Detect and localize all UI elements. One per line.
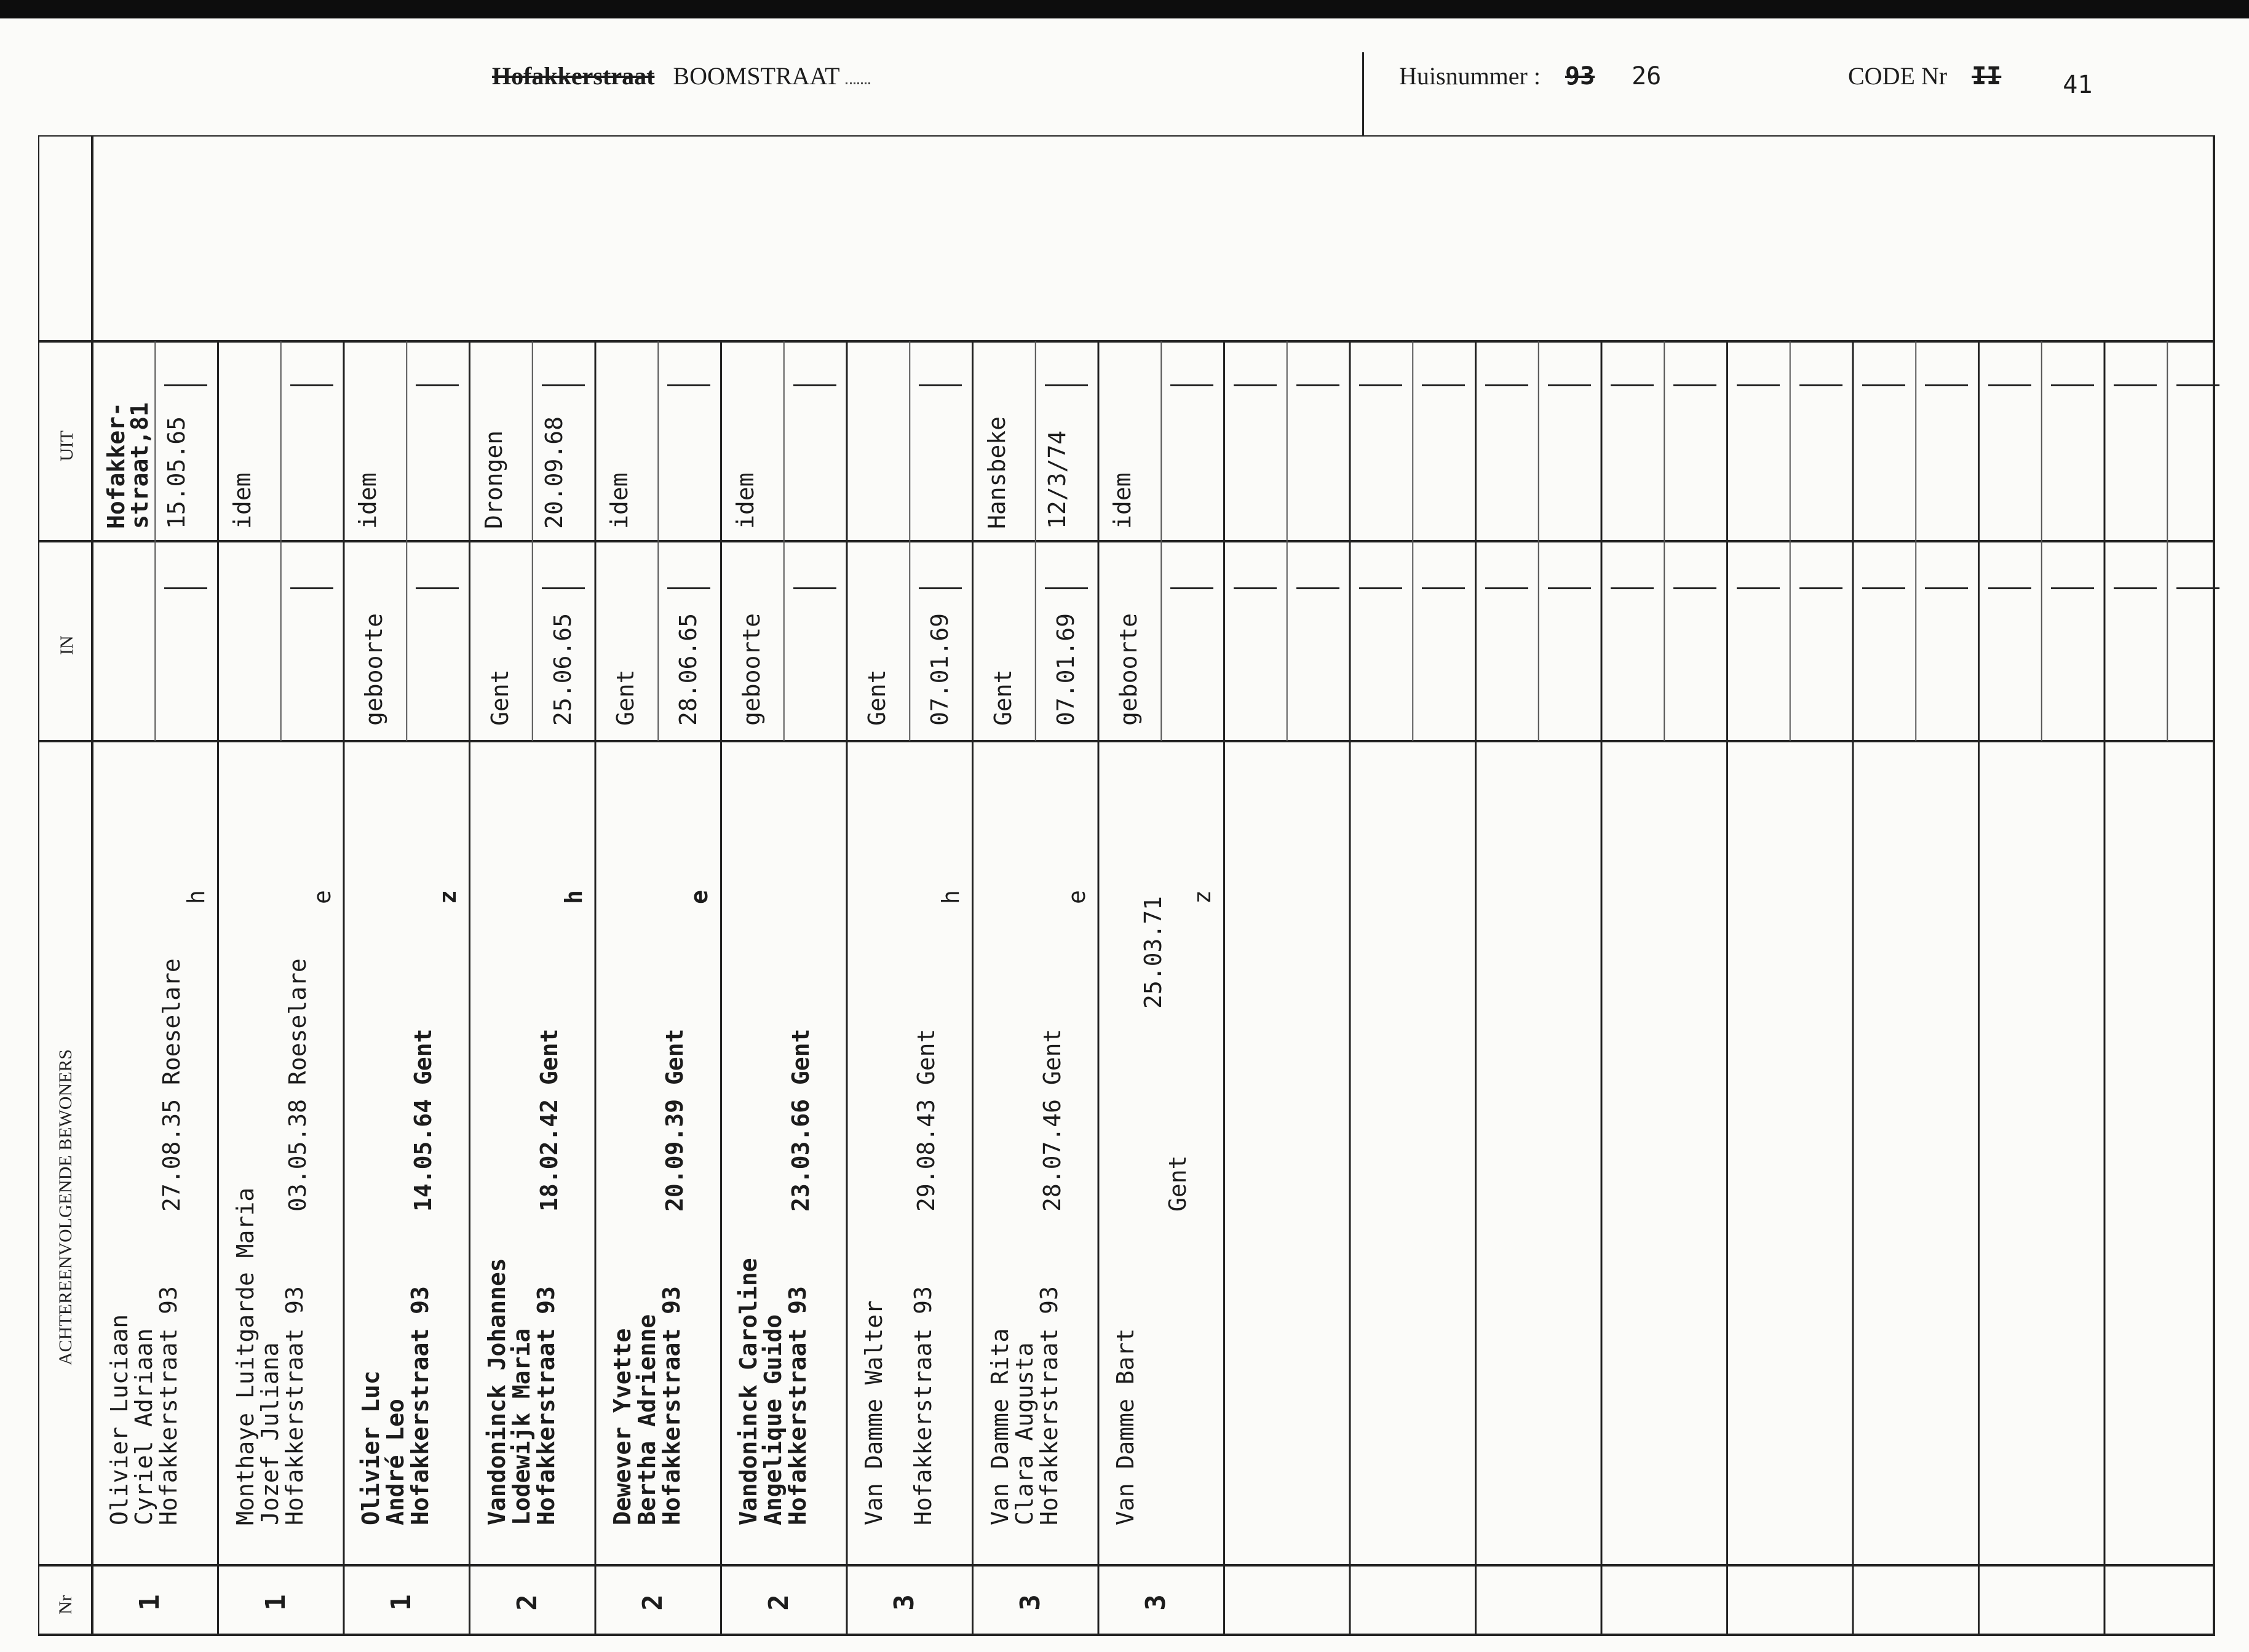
resident-address: Hofakkerstraat 93: [532, 1286, 560, 1525]
code-old: II: [1972, 62, 2002, 90]
empty-cell-dash: [1988, 384, 2031, 386]
empty-cell-dash: [919, 384, 962, 386]
in-place: geboorte: [360, 613, 387, 726]
resident-nr: 2: [763, 1594, 795, 1611]
empty-cell-dash: [2114, 384, 2157, 386]
in-place: Gent: [989, 669, 1017, 726]
empty-cell-dash: [1862, 587, 1905, 589]
resident-sex-mark: h: [937, 890, 964, 904]
empty-cell-dash: [416, 587, 459, 589]
uit-place: idem: [731, 472, 759, 529]
scan-border-top: [0, 0, 2249, 18]
label-uit: UIT: [57, 431, 77, 461]
resident-sex-mark: z: [434, 890, 461, 904]
resident-birth: 14.05.64 Gent: [410, 1028, 437, 1212]
resident-address: Hofakkerstraat 93: [783, 1286, 811, 1525]
resident-given-names: Lodewijk Maria: [507, 1328, 535, 1525]
street-new: BOOMSTRAAT: [673, 62, 839, 90]
resident-address: Hofakkerstraat 93: [407, 1286, 434, 1525]
empty-cell-dash: [1673, 384, 1716, 386]
dotted-line: [846, 82, 870, 84]
empty-cell-dash: [1925, 587, 1968, 589]
empty-cell-dash: [542, 384, 585, 386]
empty-cell-dash: [1611, 384, 1654, 386]
resident-address: Hofakkerstraat 93: [910, 1286, 937, 1525]
label-in: IN: [57, 635, 77, 655]
resident-nr: 3: [1014, 1594, 1046, 1611]
resident-sex-mark: z: [1189, 890, 1216, 904]
in-place: geboorte: [1115, 613, 1142, 726]
empty-cell-dash: [793, 587, 836, 589]
empty-cell-dash: [2114, 587, 2157, 589]
resident-name: Vandoninck Caroline: [734, 1258, 762, 1525]
resident-nr: 2: [511, 1594, 543, 1611]
in-place: Gent: [863, 669, 890, 726]
resident-address: Hofakkerstraat 93: [155, 1286, 182, 1525]
uit-date: 12/3/74: [1043, 430, 1071, 529]
huisnummer-header: [1399, 62, 1661, 105]
empty-cell-dash: [1485, 587, 1528, 589]
resident-given-names: Cyriel Adriaan: [130, 1328, 157, 1525]
resident-nr: 3: [1140, 1594, 1172, 1611]
resident-birth: 23.03.66 Gent: [787, 1028, 814, 1212]
empty-cell-dash: [1359, 587, 1402, 589]
resident-name: Van Damme Bart: [1112, 1328, 1139, 1525]
resident-given-names: Clara Augusta: [1010, 1342, 1038, 1525]
resident-address: Hofakkerstraat 93: [1035, 1286, 1063, 1525]
resident-name: Van Damme Rita: [986, 1328, 1013, 1525]
resident-sex-mark: e: [686, 890, 713, 904]
uit-place: idem: [1109, 472, 1136, 529]
resident-birth: Gent: [1164, 1155, 1191, 1212]
empty-cell-dash: [290, 587, 333, 589]
in-date: 07.01.69: [1052, 613, 1079, 726]
resident-birth: 27.08.35 Roeselare: [158, 958, 185, 1212]
empty-cell-dash: [1045, 384, 1088, 386]
resident-address: Hofakkerstraat 93: [280, 1286, 308, 1525]
empty-cell-dash: [1359, 384, 1402, 386]
code-header: [1848, 62, 2092, 105]
empty-cell-dash: [667, 384, 710, 386]
empty-cell-dash: [1422, 587, 1465, 589]
empty-cell-dash: [1296, 587, 1339, 589]
empty-cell-dash: [1737, 384, 1780, 386]
resident-given-names: Bertha Adrienne: [633, 1314, 660, 1525]
empty-cell-dash: [1296, 384, 1339, 386]
empty-cell-dash: [164, 587, 207, 589]
resident-nr: 1: [133, 1594, 165, 1611]
resident-birth: 18.02.42 Gent: [535, 1028, 563, 1212]
in-place: Gent: [486, 669, 514, 726]
empty-cell-dash: [1737, 587, 1780, 589]
empty-cell-dash: [1234, 384, 1277, 386]
empty-cell-dash: [1799, 587, 1842, 589]
resident-sex-mark: h: [560, 890, 587, 904]
code-label: CODE Nr: [1848, 62, 1948, 90]
resident-name: Monthaye Luitgarde Maria: [231, 1187, 259, 1525]
resident-name: Olivier Luc: [357, 1370, 384, 1525]
empty-cell-dash: [1170, 384, 1213, 386]
uit-date: 20.09.68: [540, 416, 568, 529]
empty-cell-dash: [2051, 587, 2094, 589]
empty-cell-dash: [1925, 384, 1968, 386]
huisnummer-label: Huisnummer :: [1399, 62, 1541, 90]
resident-nr: 1: [260, 1594, 292, 1611]
in-date: 25.06.65: [549, 613, 576, 726]
header-divider: [1362, 52, 1364, 135]
empty-cell-dash: [1234, 587, 1277, 589]
register-form: [38, 135, 2215, 1636]
resident-birth: 28.07.46 Gent: [1038, 1028, 1066, 1212]
resident-birth: 29.08.43 Gent: [913, 1028, 940, 1212]
empty-cell-dash: [164, 384, 207, 386]
empty-cell-dash: [1045, 587, 1088, 589]
empty-cell-dash: [2176, 587, 2219, 589]
empty-cell-dash: [1548, 587, 1591, 589]
empty-cell-dash: [667, 587, 710, 589]
resident-sex-mark: h: [183, 890, 210, 904]
in-date: 07.01.69: [926, 613, 953, 726]
in-place: Gent: [612, 669, 639, 726]
uit-place: idem: [354, 472, 381, 529]
empty-cell-dash: [1799, 384, 1842, 386]
resident-name: Vandoninck Johannes: [483, 1258, 510, 1525]
resident-given-names: André Leo: [382, 1399, 409, 1525]
street-header: [492, 62, 870, 105]
empty-cell-dash: [2176, 384, 2219, 386]
empty-cell-dash: [919, 587, 962, 589]
uit-place-2: straat,81: [126, 402, 153, 529]
label-bewoners: ACHTEREENVOLGENDE BEWONERS: [55, 1049, 76, 1365]
resident-name: Van Damme Walter: [860, 1300, 887, 1525]
resident-nr: 3: [888, 1594, 920, 1611]
resident-name: Olivier Luciaan: [106, 1314, 133, 1525]
resident-birth-date: 25.03.71: [1140, 895, 1167, 1009]
in-place: geboorte: [737, 613, 765, 726]
label-nr: Nr: [55, 1595, 76, 1614]
resident-name: Dewever Yvette: [609, 1328, 636, 1525]
empty-cell-dash: [542, 587, 585, 589]
resident-nr: 2: [637, 1594, 668, 1611]
huisnummer-new: 26: [1632, 62, 1662, 90]
empty-cell-dash: [1548, 384, 1591, 386]
uit-place: idem: [228, 472, 256, 529]
empty-cell-dash: [1422, 384, 1465, 386]
empty-cell-dash: [1485, 384, 1528, 386]
uit-place: Drongen: [480, 430, 507, 529]
empty-cell-dash: [1611, 587, 1654, 589]
resident-sex-mark: e: [1063, 890, 1090, 904]
uit-place: idem: [606, 472, 633, 529]
empty-cell-dash: [416, 384, 459, 386]
resident-address: Hofakkerstraat 93: [658, 1286, 685, 1525]
uit-place: Hansbeke: [983, 416, 1010, 529]
empty-cell-dash: [290, 384, 333, 386]
uit-place: Hofakker-: [103, 402, 130, 529]
empty-cell-dash: [1170, 587, 1213, 589]
resident-sex-mark: e: [308, 890, 336, 904]
street-old: Hofakkerstraat: [492, 62, 655, 90]
huisnummer-old: 93: [1565, 62, 1595, 90]
in-date: 28.06.65: [675, 613, 702, 726]
resident-given-names: Jozef Juliana: [256, 1342, 284, 1525]
empty-cell-dash: [1862, 384, 1905, 386]
resident-birth: 03.05.38 Roeselare: [284, 958, 311, 1212]
empty-cell-dash: [2051, 384, 2094, 386]
resident-birth: 20.09.39 Gent: [661, 1028, 688, 1212]
empty-cell-dash: [1988, 587, 2031, 589]
empty-cell-dash: [1673, 587, 1716, 589]
resident-nr: 1: [385, 1594, 417, 1611]
code-new: 41: [2063, 71, 2093, 99]
uit-date: 15.05.65: [163, 416, 190, 529]
resident-given-names: Angelique Guido: [759, 1314, 787, 1525]
empty-cell-dash: [793, 384, 836, 386]
